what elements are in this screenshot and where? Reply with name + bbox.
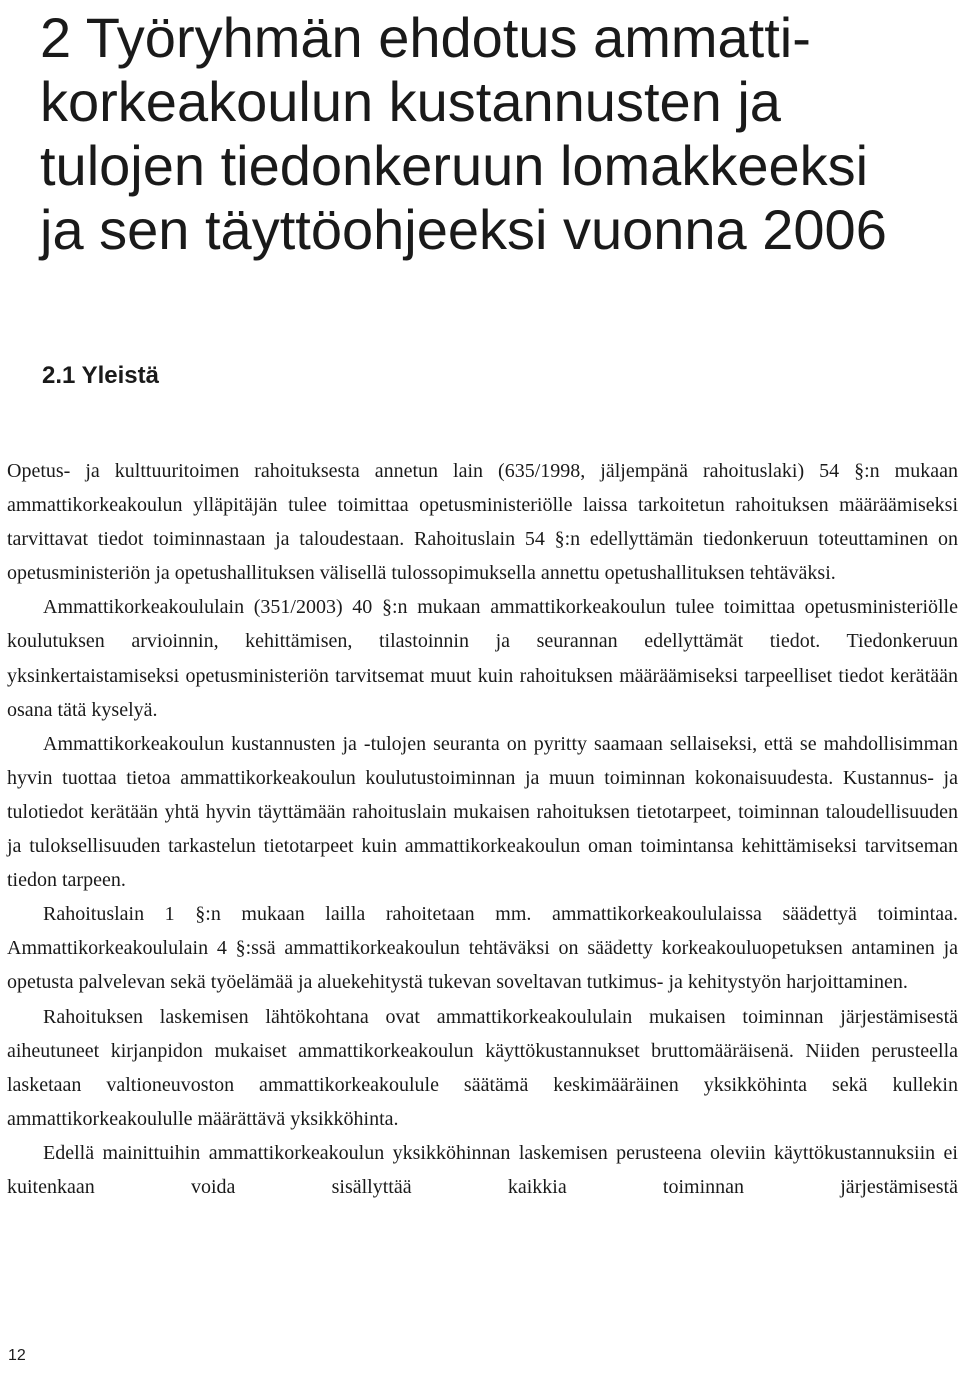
chapter-title-line: ja sen täyttöohjeeksi vuonna 2006	[40, 198, 887, 261]
paragraph: Ammattikorkeakoulun kustannusten ja -tulojen seuranta on pyritty saamaan sellaiseksi, että se mahdollisimman hyvin tuottaa tietoa ammattikorkeakoulun koulutustoiminnan ja muun toiminnan kokonaisuudesta. Kustannus- ja tulotiedot kerätään yhtä hyvin täyttämään rahoituslain mukaisen rahoituksen tietotarpeet, toiminnan taloudellisuuden ja tuloksellisuuden tarkastelun tietotarpeet kuin ammattikorkeakoulun oman toimintansa kehittämiseksi tarvitseman tiedon tarpeen.	[7, 732, 958, 892]
page-number: 12	[8, 1347, 26, 1364]
paragraph: Ammattikorkeakoululain (351/2003) 40 §:n mukaan ammattikorkeakoulun tulee toimittaa opetusministeriölle koulutuksen arvioinnin, kehittämisen, tilastoinnin ja seurannan edellyttämät tiedot. Tiedonkeruun yksinkertaistamiseksi opetusministeriön tarvitsemat muut kuin rahoituksen määräämiseksi tarpeelliset tiedot kerätään osana tätä kyselyä.	[7, 596, 958, 721]
chapter-title	[40, 6, 940, 262]
paragraph: Opetus- ja kulttuuritoimen rahoituksesta annetun lain (635/1998, jäljempänä rahoituslaki) 54 §:n mukaan ammattikorkeakoulun ylläpitäjän tulee toimittaa opetusministeriölle laissa tarkoitetun rahoituksen määräämiseksi tarvittavat tiedot toiminnastaan ja taloudestaan. Rahoituslain 54 §:n edellyttämän tiedonkeruun toteuttaminen on opetusministeriön ja opetushallituksen välisellä tulossopimuksella annettu opetushallituksen tehtäväksi.	[7, 460, 958, 585]
section-title: 2.1 Yleistä	[42, 362, 159, 389]
paragraph: Edellä mainittuihin ammattikorkeakoulun yksikköhinnan laskemisen perusteena oleviin käyttökustannuksiin ei kuitenkaan voida sisällyttää kaikkia toiminnan järjestämisestä	[7, 1141, 958, 1198]
chapter-title-line: 2 Työryhmän ehdotus ammatti-	[40, 6, 811, 69]
body-text	[7, 454, 958, 1204]
paragraph: Rahoituslain 1 §:n mukaan lailla rahoitetaan mm. ammattikorkeakoululaissa säädettyä toimintaa. Ammattikorkeakoululain 4 §:ssä ammattikorkeakoulun tehtäväksi on säädetty korkeakouluopetuksen antaminen ja opetusta palvelevan sekä työelämää ja aluekehitystä tukevan soveltavan tutkimus- ja kehitystyön harjoittaminen.	[7, 903, 958, 994]
paragraph: Rahoituksen laskemisen lähtökohtana ovat ammattikorkeakoululain mukaisen toiminnan järjestämisestä aiheutuneet kirjanpidon mukaiset ammattikorkeakoulun käyttökustannukset bruttomääräisenä. Niiden perusteella lasketaan valtioneuvoston ammattikorkeakoulule säätämä keskimääräinen yksikköhinta sekä kullekin ammattikorkeakoululle määrättävä yksikköhinta.	[7, 1005, 958, 1130]
chapter-title-line: korkeakoulun kustannusten ja	[40, 70, 781, 133]
chapter-title-line: tulojen tiedonkeruun lomakkeeksi	[40, 134, 869, 197]
